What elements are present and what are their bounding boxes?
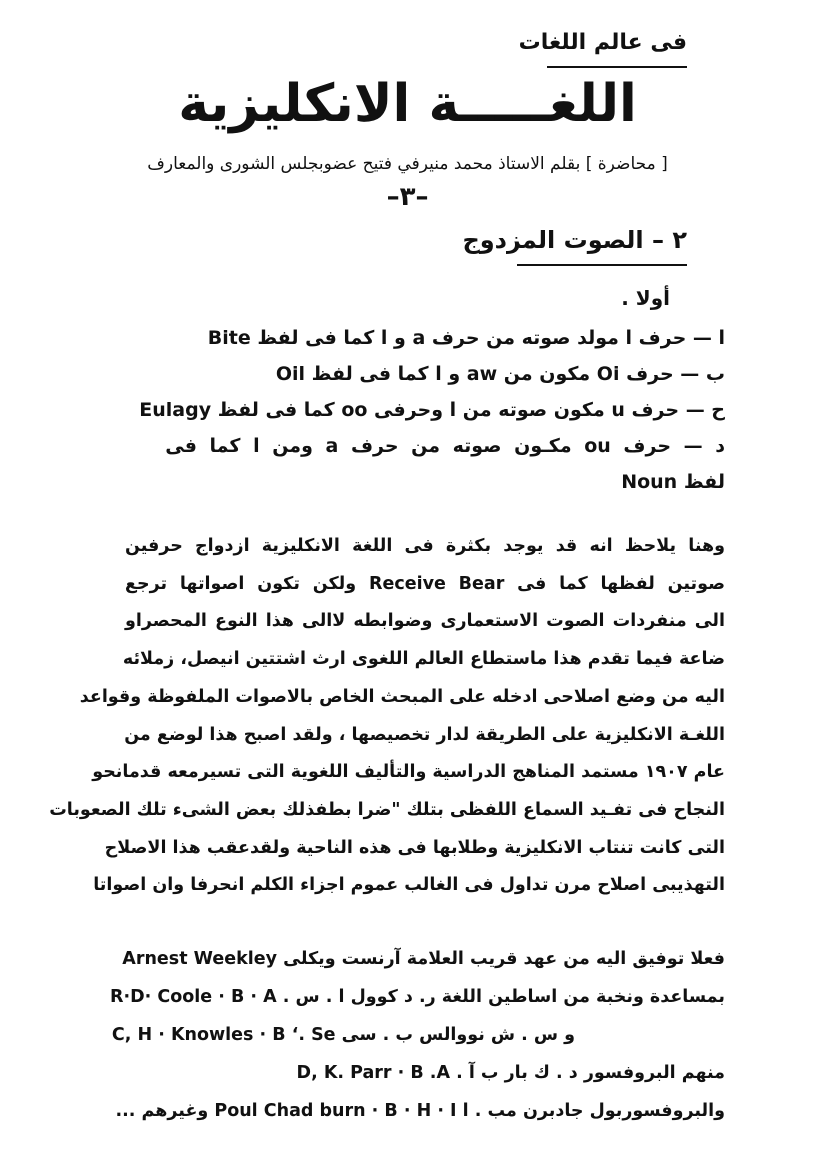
paragraph-line: ضاعة فيما تقدم هذا ماستطاع العالم اللغوى ارث اشتتين انيصل، زملائه bbox=[122, 649, 725, 670]
scholar-names bbox=[109, 940, 725, 1130]
article-title: اللغـــــة الانكليزية bbox=[178, 74, 637, 134]
paragraph-line: اليه من وضع اصلاحى ادخله على المبحث الخاص بالاصوات الملفوظة وقواعد bbox=[79, 686, 725, 707]
diphthong-list bbox=[125, 320, 725, 500]
paragraph-line: التهذيبى اصلاح مرن تداول فى الغالب عموم اجزاء الكلم انحرفا وان اصواتا bbox=[93, 875, 725, 896]
subheading-underline bbox=[517, 264, 687, 266]
name-line: والبروفسوربول جادبرن مب . ا Poul Chad burn · B · H · I وغيرهم ... bbox=[115, 1101, 725, 1121]
paragraph-line: التى كانت تنتاب الانكليزية وطلابها فى هذه الناحية ولقدعقب هذا الاصلاح bbox=[104, 837, 725, 858]
list-item: ا — حرف ا مولد صوته من حرف a و ا كما فى لفظ Bite bbox=[207, 327, 725, 349]
name-line: منهم البروفسور د . ك بار ب آ . D, K. Parr · B .A bbox=[296, 1063, 725, 1083]
paragraph-line: النجاح فى تفـيد السماع اللفظى بتلك "ضرا بطفذلك بعض الشىء تلك الصعوبات bbox=[49, 799, 725, 820]
paragraph-line: صوتين لفظها كما فى Receive Bear ولكن تكون اصواتها ترجع bbox=[125, 573, 726, 594]
part-number: –٣– bbox=[386, 182, 429, 212]
list-item: د — حرف ou مكـون صوته من حرف a ومن ا كما فى bbox=[165, 435, 725, 457]
paragraph-line: وهنا يلاحظ انه قد يوجد بكثرة فى اللغة الانكليزية ازدواج حرفين bbox=[125, 536, 725, 556]
list-item-continuation: لفظ Noun bbox=[621, 471, 725, 493]
paragraph-line: الى منفردات الصوت الاستعمارى وضوابطه لاالى هذا النوع المحصراو bbox=[125, 611, 725, 632]
section-underline bbox=[547, 66, 687, 68]
list-item: ح — حرف u مكون صوته من ا وحرفى oo كما فى لفظ Eulagy bbox=[139, 399, 725, 421]
section-label: فى عالم اللغات bbox=[518, 30, 687, 55]
paragraph-line: اللغـة الانكليزية على الطريقة لدار تخصيصها ، ولقد اصبح هذا لوضع من bbox=[124, 724, 725, 745]
body-paragraph bbox=[49, 528, 726, 905]
name-line: فعلا توفيق اليه من عهد قريب العلامة آرنست ويكلى Arnest Weekley bbox=[122, 949, 725, 969]
subheading: ٢ – الصوت المزدوج bbox=[462, 226, 687, 254]
paragraph-line: عام ١٩٠٧ مستمد المناهج الدراسية والتأليف اللغوية التى تسيرمعه قدمانحو bbox=[92, 762, 725, 783]
list-item: ب — حرف Oi مكون من aw و ا كما فى لفظ Oil bbox=[275, 363, 725, 385]
name-line: و س . ش نووالس ب . سى C, H · Knowles · B ʻ. Se bbox=[111, 1025, 575, 1045]
name-line: بمساعدة ونخبة من اساطين اللغة ر. د كوول ا . س . R·D· Coole · B · A bbox=[109, 987, 725, 1007]
first-label: أولا . bbox=[621, 286, 670, 310]
byline: [ محاضرة ] بقلم الاستاذ محمد منيرفي فتيح عضوبجلس الشورى والمعارف bbox=[147, 154, 668, 174]
